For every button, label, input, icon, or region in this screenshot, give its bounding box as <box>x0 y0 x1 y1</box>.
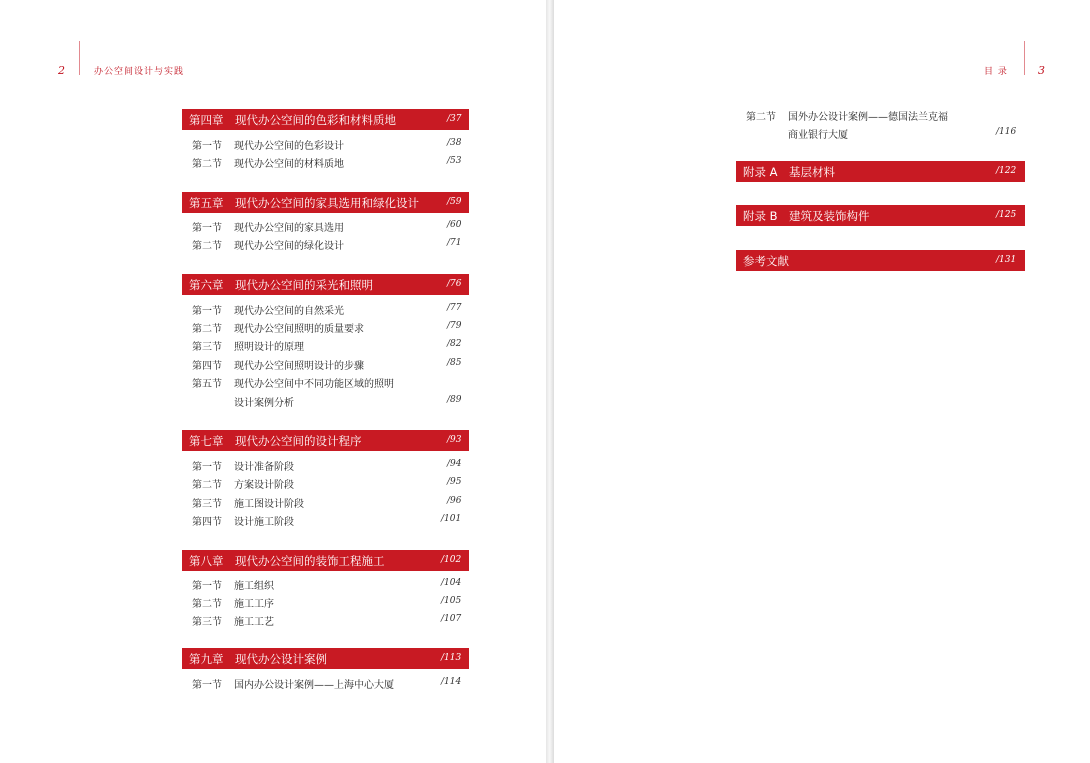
appendix-heading[interactable]: 附录 A 基层材料 /122 <box>736 161 1025 182</box>
chapter-heading-text: 第四章 现代办公空间的色彩和材料质地 <box>189 113 396 127</box>
chapter-heading-text: 第八章 现代办公空间的装饰工程施工 <box>189 554 385 568</box>
right-page: 目 录 3 第二节 国外办公设计案例——德国法兰克福 商业银行大厦 /116 附录 A 基层材料 /122 附录 B 建筑及装饰构件 /125 参考文献 /131 <box>554 0 1090 763</box>
chapter-heading[interactable] <box>182 192 469 213</box>
chapter-page: /113 <box>441 653 462 663</box>
left-page: 2 办公空间设计与实践 第四章 现代办公空间的色彩和材料质地 /37 第一节 现代办公空间的色彩设计 /38 第二节 现代办公空间的材料质地 /53 第五章 现代办公空间的家具选用和绿化设计 /59 第一节 现代办公空间的家具选用 /60 第二节 现代办公空间的绿化设计 /71 第六章 现代办公空间的采光和照明 /76 第一节 现代办公空间的自然采光 /77 第二节 现代办公空间照明的质量要求 /79 第三节 照明设计的原理 /82 第四节 现代办公空间照明设计的步骤 /85 第五节 现代办公空间中不同功能区域的照明 设计案例分析 /89 第七章 现代办公空间的设计程序 /93 第一节 设计准备阶段 /94 第二节 方案设计阶段 /95 第三节 施工图设计阶段 /96 第四节 设计施工阶段 /101 第八章 现代办公空间的装饰工程施工 /102 第一节 施工组织 /104 第二节 施工工序 /105 第三节 施工工艺 /107 第九章 现代办公设计案例 /113 第一节 国内办公设计案例——上海中心大厦 /114 <box>0 0 546 763</box>
book-gutter <box>546 0 554 763</box>
left-running-title: 办公空间设计与实践 <box>94 67 185 77</box>
chapter-heading[interactable] <box>182 274 469 295</box>
chapter-heading[interactable] <box>182 648 469 669</box>
right-page-number: 3 <box>1038 64 1045 77</box>
chapter-heading-text: 第六章 现代办公空间的采光和照明 <box>189 278 373 292</box>
chapter-page: /76 <box>447 279 462 289</box>
left-header-divider <box>79 41 80 75</box>
chapter-heading-text: 第七章 现代办公空间的设计程序 <box>189 434 362 448</box>
left-page-number: 2 <box>58 64 65 77</box>
chapter-page: /37 <box>447 114 462 124</box>
chapter-heading[interactable] <box>182 550 469 571</box>
chapter-heading[interactable] <box>182 430 469 451</box>
chapter-heading-text: 第五章 现代办公空间的家具选用和绿化设计 <box>189 196 419 210</box>
right-header-divider <box>1024 41 1025 75</box>
chapter-page: /102 <box>441 555 462 565</box>
chapter-heading[interactable] <box>182 109 469 130</box>
chapter-heading-text: 第九章 现代办公设计案例 <box>189 652 327 666</box>
appendix-heading[interactable]: 附录 B 建筑及装饰构件 /125 <box>736 205 1025 226</box>
references-heading[interactable]: 参考文献 /131 <box>736 250 1025 271</box>
chapter-page: /59 <box>447 197 462 207</box>
right-running-title: 目 录 <box>984 67 1008 77</box>
chapter-page: /93 <box>447 435 462 445</box>
